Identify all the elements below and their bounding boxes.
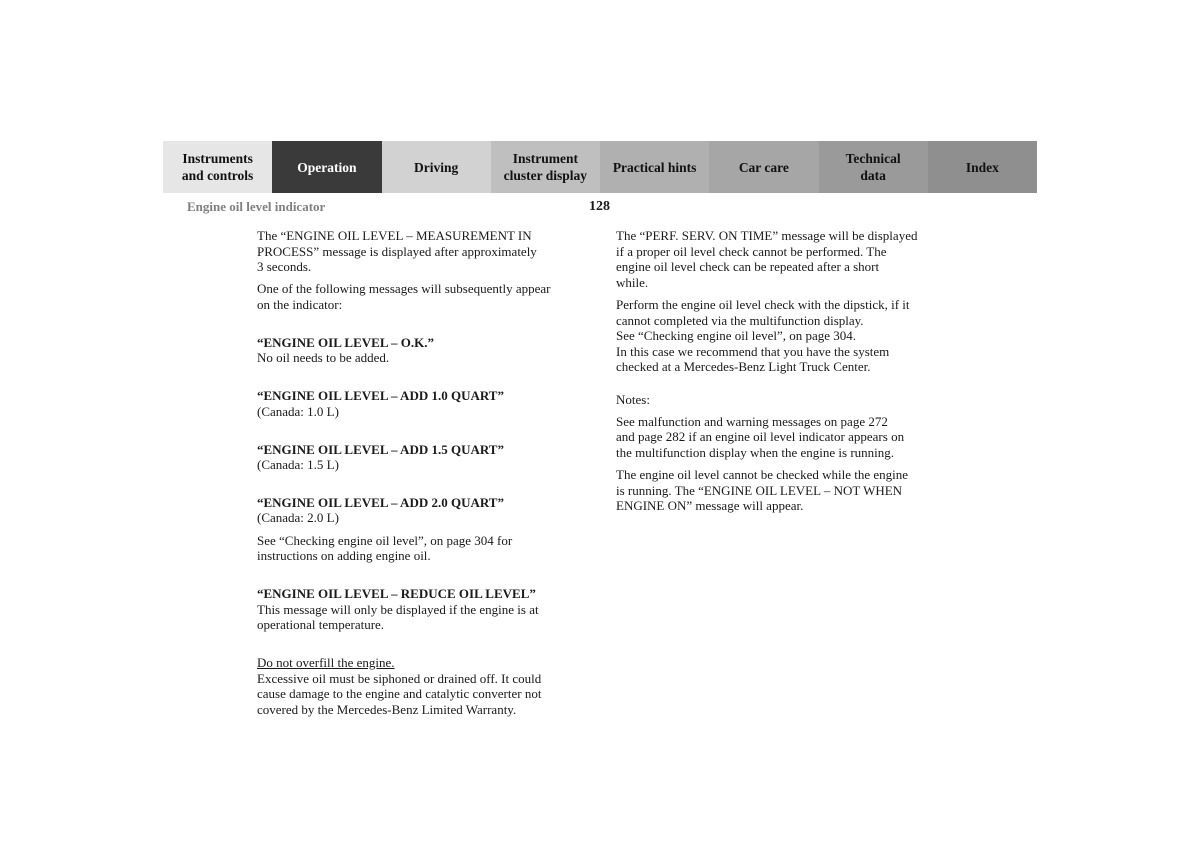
message-add-2-0 xyxy=(257,479,592,526)
message-reduce xyxy=(257,570,592,632)
tab-instrument-cluster-display[interactable]: Instrument cluster display xyxy=(491,141,600,193)
tab-index[interactable]: Index xyxy=(928,141,1037,193)
section-title: Engine oil level indicator xyxy=(187,199,326,214)
message-heading: “ENGINE OIL LEVEL – REDUCE OIL LEVEL” xyxy=(257,586,536,602)
tab-technical-data[interactable]: Technical data xyxy=(819,141,928,193)
message-description: (Canada: 1.5 L) xyxy=(257,457,339,473)
warning-description: Excessive oil must be siphoned or drained off. It could cause damage to the engine and catalytic converter not covered by the Mercedes-Benz Limited Warranty. xyxy=(257,670,542,717)
tab-instruments-and-controls[interactable]: Instruments and controls xyxy=(163,141,272,193)
tab-driving[interactable]: Driving xyxy=(382,141,491,193)
intro-paragraph: The “ENGINE OIL LEVEL – MEASUREMENT IN PROCESS” message is displayed after approximately 3 seconds. xyxy=(257,228,537,275)
dipstick-paragraph: Perform the engine oil level check with the dipstick, if it cannot completed via the multifunction display. See “Checking engine oil level”, on page 304. In this case we recommend that you have the system checked at a Mercedes-Benz Light Truck Center. xyxy=(616,296,910,375)
perf-serv-paragraph: The “PERF. SERV. ON TIME” message will be displayed if a proper oil level check cannot be performed. The engine oil level check can be repeated after a short while. xyxy=(616,228,918,290)
message-heading: “ENGINE OIL LEVEL – ADD 1.0 QUART” xyxy=(257,388,504,404)
message-description: No oil needs to be added. xyxy=(257,350,390,366)
tab-car-care[interactable]: Car care xyxy=(709,141,818,193)
message-heading: “ENGINE OIL LEVEL – O.K.” xyxy=(257,334,434,350)
spacer xyxy=(616,382,956,392)
message-description: (Canada: 2.0 L) xyxy=(257,510,339,526)
tab-practical-hints[interactable]: Practical hints xyxy=(600,141,709,193)
notes-label: Notes: xyxy=(616,391,650,407)
warning-heading: Do not overfill the engine. xyxy=(257,655,395,670)
chapter-tab-bar xyxy=(163,141,1037,193)
engine-running-note: The engine oil level cannot be checked while the engine is running. The “ENGINE OIL LEVEL – NOT WHEN ENGINE ON” message will appear. xyxy=(616,467,909,514)
overfill-warning xyxy=(257,639,592,717)
tab-operation[interactable]: Operation xyxy=(272,141,381,193)
message-description: This message will only be displayed if the engine is at operational temperature. xyxy=(257,601,539,633)
see-checking-paragraph: See “Checking engine oil level”, on page 304 for instructions on adding engine oil. xyxy=(257,532,513,564)
message-ok xyxy=(257,319,592,366)
malfunction-note: See malfunction and warning messages on page 272 and page 282 if an engine oil level indicator appears on the multifunction display when the engine is running. xyxy=(616,413,905,460)
messages-intro-paragraph: One of the following messages will subsequently appear on the indicator: xyxy=(257,281,551,312)
message-heading: “ENGINE OIL LEVEL – ADD 1.5 QUART” xyxy=(257,441,504,457)
left-column xyxy=(257,228,592,724)
message-heading: “ENGINE OIL LEVEL – ADD 2.0 QUART” xyxy=(257,494,504,510)
page-number: 128 xyxy=(589,199,610,214)
message-add-1-5 xyxy=(257,426,592,473)
message-description: (Canada: 1.0 L) xyxy=(257,403,339,419)
message-add-1-0 xyxy=(257,373,592,420)
right-column xyxy=(616,228,956,520)
